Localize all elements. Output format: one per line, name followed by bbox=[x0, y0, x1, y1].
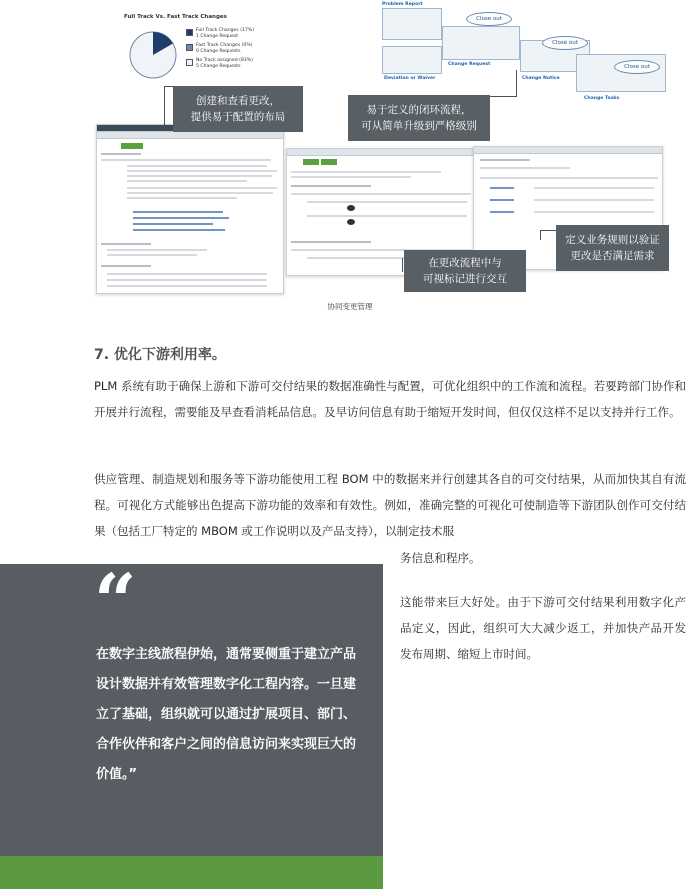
callout-visual-markup-text: 在更改流程中与 可视标记进行交互 bbox=[423, 257, 507, 285]
problem-report-thumb bbox=[382, 8, 442, 40]
quote-mark-icon: “ bbox=[94, 559, 137, 645]
change-request-window-screenshot bbox=[96, 124, 284, 294]
figure-collage bbox=[0, 0, 700, 320]
section-heading: 7. 优化下游利用率。 bbox=[94, 347, 226, 363]
callout-business-rules-text: 定义业务规则以验证 更改是否满足需求 bbox=[565, 234, 660, 262]
legend-item-no-track: No Track assigned (83%) 5 Change Requests bbox=[186, 58, 254, 69]
quote-accent-bar bbox=[0, 856, 383, 889]
figure-caption: 协同变更管理 bbox=[327, 302, 373, 311]
paragraph-2-end: 务信息和程序。 bbox=[400, 551, 481, 565]
change-request-thumb bbox=[442, 26, 520, 60]
callout-closed-loop-text: 易于定义的闭环流程， 可从简单升级到严格级别 bbox=[361, 104, 477, 132]
close-out-cycle-3: Close out bbox=[614, 60, 660, 74]
callout-create-view bbox=[173, 86, 303, 132]
paragraph-3: 这能带来巨大好处。由于下游可交付结果利用数字化产品定义，因此，组织可大大减少返工，并加快产品开发发布周期、缩短上市时间。 bbox=[400, 595, 686, 661]
paragraph-1: PLM 系统有助于确保上游和下游可交付结果的数据准确性与配置，可优化组织中的工作流和流程。若要跨部门协作和开展并行流程，需要能及早查看消耗品信息。及早访问信息有助于缩短开发时间，但仅仅这样不足以支持并行工作。 bbox=[94, 379, 686, 419]
pie-chart-title: Full Track Vs. Fast Track Changes bbox=[124, 14, 227, 20]
legend-item-fast-track: Fast Track Changes (0%) 0 Change Requests bbox=[186, 43, 254, 54]
legend-item-full-track: Full Track Changes (17%) 1 Change Request bbox=[186, 28, 254, 39]
deviation-thumb bbox=[382, 46, 442, 74]
legend-swatch bbox=[186, 59, 193, 66]
change-tasks-thumb bbox=[576, 54, 666, 92]
close-out-cycle-1: Close out bbox=[466, 12, 512, 26]
flow-label-change-request: Change Request bbox=[448, 62, 491, 67]
pull-quote-text: 在数字主线旅程伊始，通常要侧重于建立产品设计数据并有效管理数字化工程内容。一旦建立了基础，组织就可以通过扩展项目、部门、合作伙伴和客户之间的信息访问来实现巨大的价值。” bbox=[96, 647, 357, 782]
callout-closed-loop bbox=[348, 95, 490, 141]
callout-create-view-text: 创建和查看更改， 提供易于配置的布局 bbox=[190, 95, 286, 123]
close-out-cycle-2: Close out bbox=[542, 36, 588, 50]
legend-swatch bbox=[186, 44, 193, 51]
flow-label-deviation: Deviation or Waiver bbox=[384, 76, 436, 81]
pie-chart-card bbox=[118, 8, 258, 88]
flow-label-problem-report: Problem Report bbox=[382, 2, 423, 7]
callout-visual-markup bbox=[404, 250, 526, 292]
legend-swatch bbox=[186, 29, 193, 36]
pie-chart bbox=[128, 30, 178, 80]
pie-legend bbox=[186, 28, 254, 74]
callout-business-rules bbox=[556, 225, 669, 271]
closed-loop-flow-diagram bbox=[378, 0, 670, 106]
paragraph-2: 供应管理、制造规划和服务等下游功能使用工程 BOM 中的数据来并行创建其各自的可交付结果，从而加快其自有流程。可视化方式能够出色提高下游功能的效率和有效性。例如，准确完整的可视化可使制造等下游团队创作可交付结果（包括工厂特定的 MBOM 或工作说明以及产品支持），以制定技术服 bbox=[94, 472, 686, 538]
flow-label-change-tasks: Change Tasks bbox=[584, 96, 620, 101]
flow-label-change-notice: Change Notice bbox=[522, 76, 560, 81]
